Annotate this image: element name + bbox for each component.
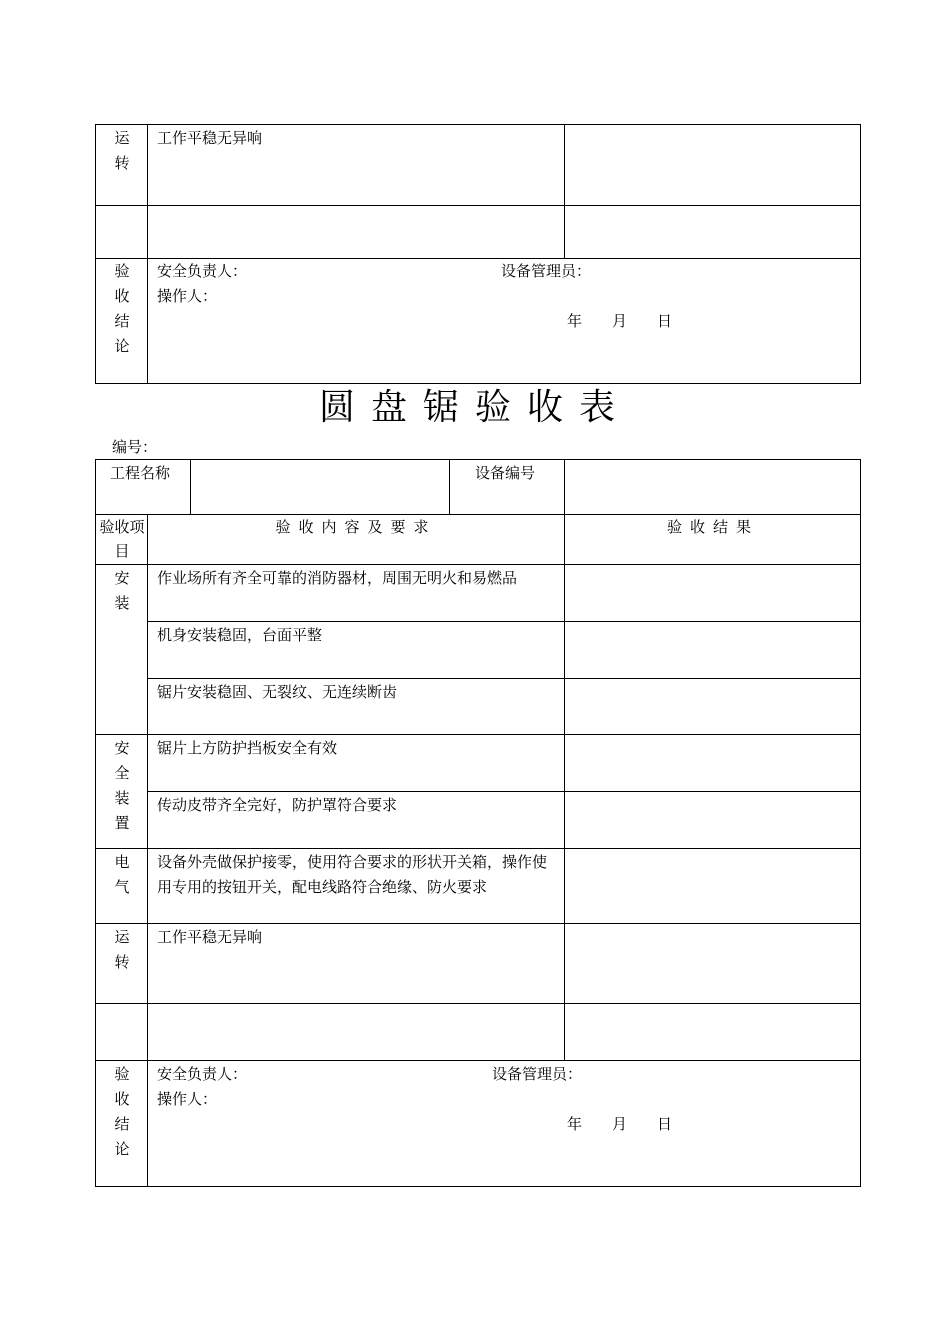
section-label-electrical: 电 气 (114, 853, 130, 896)
row-divider-install-2 (147, 678, 861, 679)
serial-number-label: 编号： (112, 438, 158, 456)
top-date-line: 年 月 日 (567, 312, 673, 330)
equipment-manager-label: 设备管理员： (492, 1065, 583, 1083)
safety-lead-label: 安全负责人： (157, 1065, 248, 1083)
top-conclusion-label: 验 收 结 论 (114, 262, 130, 355)
conclusion-label: 验 收 结 论 (114, 1065, 130, 1158)
equipment-no-divider-left (449, 459, 450, 515)
header-item: 验收项目 (99, 518, 145, 560)
form-title: 圆盘锯验收表 (318, 387, 631, 428)
top-operator-label: 操作人： (157, 287, 218, 305)
date-line: 年 月 日 (567, 1115, 673, 1133)
equipment-no-value[interactable] (574, 461, 854, 509)
section-label-install: 安 装 (114, 569, 130, 612)
section-label-safety-device: 安 全 装 置 (114, 739, 130, 832)
top-row-divider-1 (95, 205, 861, 206)
top-col-divider-2 (564, 124, 565, 259)
top-equipment-manager-label: 设备管理员： (501, 262, 592, 280)
equipment-no-divider-right (564, 459, 565, 515)
row-divider-safety-end (95, 848, 861, 849)
row-divider-run-end (95, 1003, 861, 1004)
requirement-safety-2: 传动皮带齐全完好，防护罩符合要求 (157, 796, 398, 814)
top-run-label: 运 转 (114, 129, 130, 172)
row-divider-blank-end (95, 1060, 861, 1061)
requirement-run-1: 工作平稳无异响 (157, 928, 263, 946)
requirement-install-2: 机身安装稳固，台面平整 (157, 626, 323, 644)
header-content: 验收内容及要求 (275, 518, 437, 536)
result-column-divider (564, 514, 565, 1061)
row-divider-electric-end (95, 923, 861, 924)
top-fragment-table (95, 124, 861, 384)
project-name-label: 工程名称 (110, 464, 171, 482)
requirement-safety-1: 锯片上方防护挡板安全有效 (157, 739, 338, 757)
equipment-no-label: 设备编号 (475, 464, 536, 482)
project-name-divider (190, 459, 191, 515)
project-name-value[interactable] (200, 461, 440, 509)
requirement-install-3: 锯片安装稳固、无裂纹、无连续断齿 (157, 683, 398, 701)
section-label-run: 运 转 (114, 928, 130, 971)
requirement-electrical-1: 设备外壳做保护接零，使用符合要求的形状开关箱，操作使用专用的按钮开关，配电线路符合绝缘、防火要求 (157, 853, 548, 896)
top-safety-lead-label: 安全负责人： (157, 262, 248, 280)
top-run-requirement: 工作平稳无异响 (157, 129, 263, 147)
requirement-install-1: 作业场所有齐全可靠的消防器材，周围无明火和易燃品 (157, 569, 518, 587)
row-divider-safety-1 (147, 791, 861, 792)
header-result: 验收结果 (666, 518, 759, 536)
operator-label: 操作人： (157, 1090, 218, 1108)
row-divider-install-1 (147, 621, 861, 622)
row-divider-header (95, 564, 861, 565)
row-divider-install-end (95, 734, 861, 735)
